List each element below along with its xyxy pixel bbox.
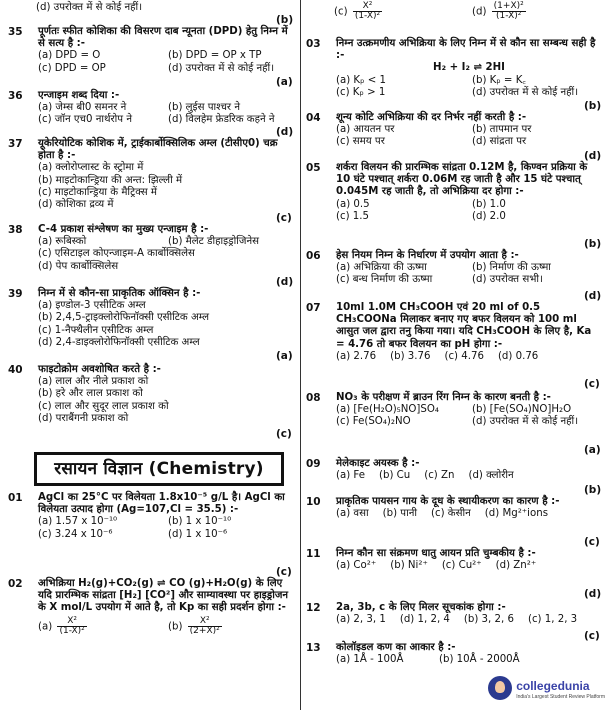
option-d: (d) विलहेम फ्रेडरिक कहने ने: [168, 114, 275, 126]
option-d: (d) उपरोक्त में से कोई नहीं।: [36, 2, 143, 13]
question-02: [8, 578, 292, 636]
option-a: (a) 0.5: [336, 198, 370, 210]
question-stem: एन्जाइम शब्द दिया :-: [38, 90, 120, 101]
answer-08: (a): [584, 444, 601, 456]
option-b: (b) मैलेट डीहाइड्रोजिनेस: [168, 236, 259, 248]
fraction: $\frac{\text{X²}}{\text{(1-X)²}}$: [354, 1, 381, 21]
option-a: (a) आयतन पर: [336, 124, 395, 136]
question-39: [8, 288, 292, 349]
option-b: (b) 2,4,5-ट्राइक्लोरोफिनॉक्सी एसीटिक अम्ल: [38, 312, 210, 324]
section-banner: रसायन विज्ञान (Chemistry): [34, 452, 284, 486]
option-c: (c) एसिटाइल कोएन्जाइम-A कार्बोक्सिलेस: [38, 248, 195, 260]
option-a: (a) रूबिस्को: [38, 236, 87, 248]
option-d: (d) सांद्रता पर: [472, 136, 527, 148]
option-a: (a) लाल और नीले प्रकाश को: [38, 376, 149, 388]
option-c: (c) 3.24 x 10⁻⁶: [38, 528, 113, 540]
option-b: (b) पानी: [382, 508, 417, 520]
option-c: (c) बन्ध निर्माण की ऊष्मा: [336, 274, 433, 286]
answer-39: (a): [276, 350, 293, 362]
option-b: (b) 3.76: [390, 350, 431, 362]
question-stem: AgCl का 25°C पर विलेयता 1.8x10⁻⁵ g/L है। AgCl का विलेयता उत्पाद होगा (Ag=107,Cl = 35.5) :-: [38, 492, 285, 516]
answer-11: (d): [584, 588, 602, 600]
question-number: 37: [8, 138, 23, 150]
prev-question-options: [334, 2, 604, 21]
option-a: (a) इण्डोल-3 एसीटिक अम्ल: [38, 300, 146, 312]
option-c: (c) $\frac{\text{X²}}{\text{(1-X)²}}$: [334, 1, 381, 21]
option-a: (a) क्लोरोप्लास्ट के स्ट्रोमा में: [38, 162, 144, 174]
question-number: 12: [306, 602, 321, 614]
option-b: (b) तापमान पर: [472, 124, 532, 136]
prev-question-tail: [36, 2, 142, 14]
question-13: [306, 642, 536, 666]
answer-01: (c): [276, 566, 292, 578]
option-b: (b) 3, 2, 6: [463, 614, 514, 626]
question-number: 04: [306, 112, 321, 124]
question-stem: हेस नियम निम्न के निर्धारण में उपयोग आता है :-: [336, 250, 519, 261]
question-stem: मेलेकाइट अयस्क है :-: [336, 458, 420, 469]
option-d: (d) उपरोक्त में से कोई नहीं।: [472, 416, 579, 428]
question-stem: यूकेरियोटिक कोशिक में, ट्राईकार्बोक्सिलिक अम्ल (टीसीए0) चक्र होता है :-: [38, 138, 278, 162]
option-d: (d) Zn²⁺: [495, 560, 537, 572]
question-37: [8, 138, 292, 211]
question-36: [8, 90, 292, 127]
column-divider: [300, 0, 301, 710]
option-a: (a) Kₚ < 1: [336, 74, 386, 86]
option-a: (a) अभिक्रिया की ऊष्मा: [336, 262, 427, 274]
question-stem: पूर्णतः स्फीत कोशिका की विसरण दाब न्यूनता (DPD) हेतु निम्न में से सत्य है :-: [38, 26, 288, 50]
answer-12: (c): [584, 630, 600, 642]
option-c: (c) 4.76: [444, 350, 484, 362]
question-number: 10: [306, 496, 321, 508]
question-number: 06: [306, 250, 321, 262]
logo-brand: collegedunia: [516, 679, 590, 693]
option-c: (c) 1-नैफ्थैलीन एसीटिक अम्ल: [38, 324, 154, 336]
answer-09: (b): [584, 484, 602, 496]
question-stem: निम्न उत्क्रमणीय अभिक्रिया के लिए निम्न में से कौन सा सम्बन्ध सही है :-: [336, 38, 596, 62]
option-c: (c) माइटोकान्ड्रिया के मैट्रिक्स में: [38, 186, 157, 198]
option-a: (a) 2, 3, 1: [336, 614, 386, 626]
question-07: [306, 302, 602, 363]
option-d: (d) कोशिका द्रव्य में: [38, 199, 114, 211]
option-d: (d) क्लोरीन: [468, 470, 514, 482]
question-stem: NO₃ के परीक्षण में ब्राउन रिंग निम्न के कारण बनती है :-: [336, 392, 551, 403]
question-number: 39: [8, 288, 23, 300]
question-number: 13: [306, 642, 321, 654]
answer-05: (b): [584, 238, 602, 250]
option-d: (d) 2.0: [472, 210, 506, 222]
option-c: (c) Kₚ > 1: [336, 86, 386, 98]
mascot-icon: [488, 676, 512, 700]
option-d: (d) उपरोक्त में से कोई नहीं।: [472, 86, 579, 98]
question-09: [306, 458, 602, 482]
answer-10: (c): [584, 536, 600, 548]
option-a: (a) DPD = O: [38, 50, 101, 62]
question-35: [8, 26, 292, 75]
option-b: (b) DPD = OP x TP: [168, 50, 262, 62]
option-c: (c) लाल और सुदूर लाल प्रकाश को: [38, 400, 169, 412]
option-d: (d) 2,4-डाइक्लोरोफिनॉक्सी एसीटिक अम्ल: [38, 336, 200, 348]
option-c: (c) जॉन एच0 नार्थरोप ने: [38, 114, 132, 126]
option-b: (b) 1.0: [472, 198, 506, 210]
answer-35: (a): [276, 76, 293, 88]
option-c: (c) DPD = OP: [38, 62, 106, 74]
option-b: (b) $\frac{\text{X²}}{\text{(2+X)²}}$: [168, 615, 220, 636]
answer-03: (b): [584, 100, 602, 112]
fraction: $\frac{\text{X²}}{\text{(2+X)²}}$: [189, 615, 220, 636]
answer-40: (c): [276, 428, 292, 440]
option-b: (b) Kₚ = K꜀: [472, 74, 526, 86]
option-d: (d) 1 x 10⁻⁶: [168, 528, 228, 540]
fraction: $\frac{\text{X²}}{\text{(1-X)²}}$: [59, 615, 85, 636]
answer-07: (c): [584, 378, 600, 390]
option-a: (a) Fe: [336, 470, 365, 482]
question-08: [306, 392, 602, 429]
option-b: (b) Ni²⁺: [390, 560, 428, 572]
option-d: (d) पराबैंगनी प्रकाश को: [38, 412, 129, 424]
question-number: 07: [306, 302, 321, 314]
option-b: (b) 10Å - 2000Å: [439, 654, 520, 666]
option-a: (a) $\frac{\text{X²}}{\text{(1-X)²}}$: [38, 615, 85, 636]
option-d: (d) $\frac{\text{(1+X)²}}{\text{(1-X)²}}$: [472, 1, 524, 21]
option-d: (d) 0.76: [497, 350, 539, 362]
question-number: 01: [8, 492, 23, 504]
option-d: (d) Mg²⁺ions: [484, 508, 548, 520]
question-01: [8, 492, 292, 541]
question-stem: शर्करा विलयन की प्रारम्भिक सांद्रता 0.12M है, किण्वन प्रक्रिया के 10 घंटे पश्चात् शर्करा 0.06M रह जाती है और 15 घंटे पश्चात् 0.045M रह जाती है, तो अभिक्रिया दर होगा :-: [336, 162, 588, 198]
option-c: (c) Zn: [424, 470, 455, 482]
option-d: (d) पेप कार्बोक्सिलेस: [38, 260, 119, 272]
option-c: (c) केसीन: [431, 508, 471, 520]
question-number: 40: [8, 364, 23, 376]
option-b: (b) हरे और लाल प्रकाश को: [38, 388, 143, 400]
option-b: (b) Cu: [379, 470, 411, 482]
question-stem: प्राकृतिक पायसन गाय के दूध के स्थायीकरण का कारण है :-: [336, 496, 560, 507]
option-b: (b) माइटोकान्ड्रिया की अन्त: झिल्ली में: [38, 174, 183, 186]
option-d: (d) उपरोक्त सभी।: [472, 274, 543, 286]
option-a: (a) 1Å - 100Å: [336, 654, 404, 666]
question-10: [306, 496, 602, 520]
option-c: (c) समय पर: [336, 136, 385, 148]
question-stem: शून्य कोटि अभिक्रिया की दर निर्भर नहीं करती है :-: [336, 112, 527, 123]
option-c: (c) 1, 2, 3: [527, 614, 578, 626]
question-number: 03: [306, 38, 321, 50]
question-40: [8, 364, 292, 425]
question-stem: 2a, 3b, c के लिए मिलर सूचकांक होगा :-: [336, 602, 506, 613]
question-38: [8, 224, 292, 273]
answer-38: (d): [276, 276, 294, 288]
question-stem: फाइटोक्रोम अवशोषित करते है :-: [38, 364, 161, 375]
question-number: 38: [8, 224, 23, 236]
option-a: (a) 2.76: [336, 350, 377, 362]
question-12: [306, 602, 602, 626]
option-b: (b) [Fe(SO₄)NO]H₂O: [472, 404, 572, 416]
question-number: 36: [8, 90, 23, 102]
option-a: (a) Co²⁺: [336, 560, 377, 572]
option-a: (a) 1.57 x 10⁻¹⁰: [38, 516, 118, 528]
question-stem: कोलॉइडल कण का आकार है :-: [336, 642, 456, 653]
question-number: 35: [8, 26, 23, 38]
question-stem: निम्न में से कौन-सा प्राकृतिक ऑक्सिन है :-: [38, 288, 201, 299]
question-stem: 10ml 1.0M CH₃COOH एवं 20 ml of 0.5 CH₃COONa मिलाकर बनाए गए बफर विलयन को 100 ml आसुत जल द्वारा तनु किया गया। यदि CH₃COOH के लिए है, Ka = 4.76 तो बफर विलयन का pH होगा :-: [336, 302, 592, 350]
question-05: [306, 162, 602, 223]
option-b: (b) निर्माण की ऊष्मा: [472, 262, 551, 274]
question-04: [306, 112, 602, 149]
question-number: 08: [306, 392, 321, 404]
question-stem: अभिक्रिया H₂(g)+CO₂(g) ⇌ CO (g)+H₂O(g) के लिए यदि प्रारम्भिक सांद्रता [H₂] [CO²] और साम्यावस्था पर हाइड्रोजन के X mol/L उपयोग में आते है, तो Kp का सही प्रदर्शन होगा :-: [38, 578, 289, 614]
option-d: (d) 1, 2, 4: [399, 614, 450, 626]
question-number: 09: [306, 458, 321, 470]
option-c: (c) Fe(SO₄)₂NO: [336, 416, 411, 428]
question-11: [306, 548, 602, 572]
logo-tagline: India's Largest Student Review Platform: [516, 694, 605, 700]
question-06: [306, 250, 602, 287]
question-stem: C-4 प्रकाश संश्लेषण का मुख्य एन्जाइम है :-: [38, 224, 209, 235]
answer-37: (c): [276, 212, 292, 224]
reaction-equation: H₂ + I₂ ⇌ 2HI: [433, 62, 505, 74]
answer-36: (d): [276, 126, 294, 138]
option-d: (d) उपरोक्त में से कोई नहीं।: [168, 62, 275, 74]
option-b: (b) 1 x 10⁻¹⁰: [168, 516, 232, 528]
question-number: 02: [8, 578, 23, 590]
option-b: (b) लुईस पाश्चर ने: [168, 102, 240, 114]
fraction: $\frac{\text{(1+X)²}}{\text{(1-X)²}}$: [493, 1, 524, 21]
option-a: (a) वसा: [336, 508, 369, 520]
option-c: (c) Cu²⁺: [441, 560, 482, 572]
option-a: (a) [Fe(H₂O)₅NO]SO₄: [336, 404, 439, 416]
answer-prev: (b): [276, 14, 294, 26]
answer-04: (d): [584, 150, 602, 162]
answer-06: (d): [584, 290, 602, 302]
question-number: 11: [306, 548, 321, 560]
question-number: 05: [306, 162, 321, 174]
question-stem: निम्न कौन सा संक्रमण धातु आयन प्रति चुम्बकीय है :-: [336, 548, 536, 559]
collegedunia-logo: [488, 675, 605, 700]
question-03: [306, 38, 602, 99]
option-a: (a) जेम्स बी0 समनर ने: [38, 102, 127, 114]
option-c: (c) 1.5: [336, 210, 369, 222]
